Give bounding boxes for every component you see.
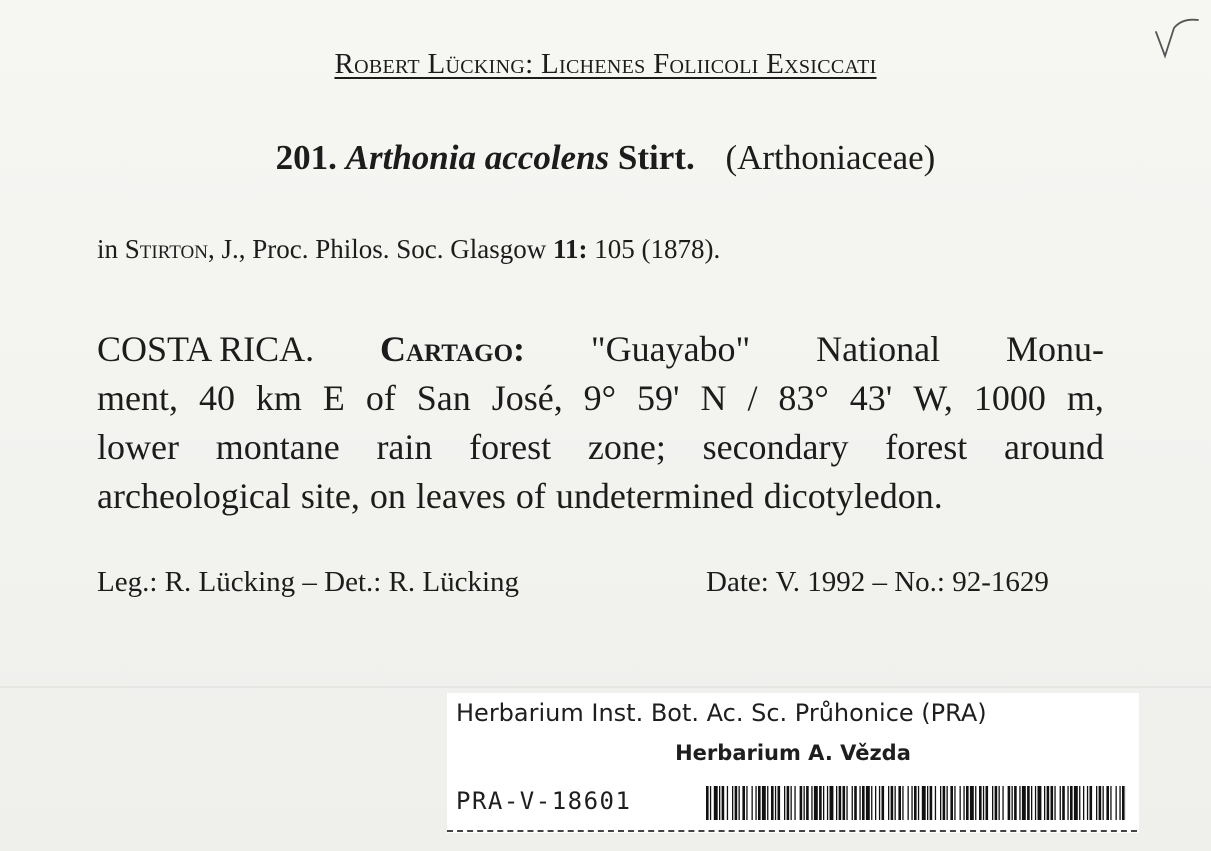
barcode-bar	[1019, 786, 1020, 820]
barcode-bar	[1087, 786, 1088, 820]
barcode-bar	[806, 786, 809, 820]
barcode-bar	[1051, 786, 1054, 820]
barcode-bar	[986, 786, 989, 820]
barcode-bar	[1110, 786, 1111, 820]
catalog-number: PRA-V-18601	[456, 787, 632, 815]
barcode-bar	[819, 786, 822, 820]
barcode-bar	[1027, 786, 1030, 820]
barcode-bar	[758, 786, 761, 820]
barcode-bar	[1119, 786, 1120, 820]
barcode-bar	[800, 786, 803, 820]
barcode-bar	[827, 786, 828, 820]
barcode-bar	[891, 786, 894, 820]
barcode-bar	[963, 786, 964, 820]
cut-line	[447, 830, 1137, 832]
collector-determiner: Leg.: R. Lücking – Det.: R. Lücking	[97, 566, 520, 598]
province: Cartago:	[380, 329, 526, 369]
barcode-bar	[911, 786, 912, 820]
barcode-bar	[784, 786, 785, 820]
barcode-bar	[1031, 786, 1032, 820]
barcode-bar	[732, 786, 733, 820]
barcode-bar	[823, 786, 824, 820]
barcode-bar	[1060, 786, 1061, 820]
barcode-bar	[954, 786, 955, 820]
barcode-bar	[859, 786, 860, 820]
barcode-bar	[762, 786, 766, 820]
locality-text	[97, 325, 1104, 521]
barcode-bar	[767, 786, 768, 820]
label-edge	[0, 686, 1211, 688]
barcode-bar	[1122, 786, 1125, 820]
barcode-bar	[1103, 786, 1104, 820]
locality-line-1: COSTA RICA. Cartago: "Guayabo" National Monu-	[97, 325, 1104, 374]
barcode-bar	[1012, 786, 1013, 820]
series-title: Robert Lücking: Lichenes Foliicoli Exsiccati	[334, 48, 877, 80]
herbarium-collection: Herbarium A. Vězda	[675, 741, 911, 765]
barcode-bar	[866, 786, 870, 820]
literature-citation: in Stirton, J., Proc. Philos. Soc. Glasgow 11: 105 (1878).	[97, 234, 721, 264]
barcode-bar	[1099, 786, 1102, 820]
barcode-bar	[811, 786, 812, 820]
barcode-bar	[1067, 786, 1068, 820]
barcode-bar	[927, 786, 928, 820]
barcode-bar	[999, 786, 1000, 820]
barcode-bar	[1062, 786, 1065, 820]
barcode-bar	[727, 786, 728, 820]
barcode-bar	[1047, 786, 1050, 820]
barcode-bar	[995, 786, 998, 820]
barcode-bar	[914, 786, 917, 820]
barcode-bar	[1079, 786, 1080, 820]
barcode-bar	[752, 786, 753, 820]
barcode-bar	[710, 786, 711, 820]
barcode-bar	[722, 786, 725, 820]
barcode-bar	[755, 786, 756, 820]
barcode-bar	[1044, 786, 1045, 820]
barcode-bar	[706, 786, 709, 820]
barcode-bar	[742, 786, 745, 820]
barcode-bar	[875, 786, 876, 820]
citation-author: Stirton	[124, 234, 208, 264]
barcode-bar	[771, 786, 774, 820]
barcode-bar	[1106, 786, 1109, 820]
barcode-bar	[992, 786, 993, 820]
barcode-bar	[950, 786, 953, 820]
barcode-bar	[791, 786, 792, 820]
barcode-bar	[746, 786, 747, 820]
barcode-bar	[879, 786, 880, 820]
barcode-bar	[787, 786, 790, 820]
country: COSTA RICA.	[97, 329, 315, 369]
barcode-bar	[735, 786, 738, 820]
date-and-number: Date: V. 1992 – No.: 92-1629	[706, 566, 1049, 598]
barcode-bar	[922, 786, 926, 820]
barcode-bar	[935, 786, 936, 820]
barcode-bar	[804, 786, 805, 820]
barcode-bar	[908, 786, 909, 820]
barcode-bar	[943, 786, 946, 820]
barcode-bar	[983, 786, 984, 820]
locality-line-4: archeological site, on leaves of undetermined dicotyledon.	[97, 476, 943, 516]
barcode-bar	[1090, 786, 1093, 820]
barcode-bar	[940, 786, 941, 820]
barcode-bar	[1002, 786, 1003, 820]
barcode-bar	[979, 786, 982, 820]
species-name: Arthonia accolens	[345, 138, 610, 177]
barcode-bar	[775, 786, 776, 820]
barcode-bar	[1038, 786, 1042, 820]
barcode-bar	[902, 786, 903, 820]
barcode-bar	[1070, 786, 1073, 820]
barcode-bar	[975, 786, 976, 820]
herbarium-stamp-label	[447, 693, 1139, 833]
barcode-bar	[839, 786, 842, 820]
barcode-bar	[966, 786, 969, 820]
barcode-bar	[898, 786, 901, 820]
herbarium-institution: Herbarium Inst. Bot. Ac. Sc. Průhonice (PRA)	[456, 699, 987, 727]
barcode-bar	[930, 786, 933, 820]
barcode-bar	[714, 786, 718, 820]
barcode-bar	[854, 786, 857, 820]
barcode-bar	[918, 786, 919, 820]
barcode-bar	[1096, 786, 1097, 820]
locality-line-3: lower montane rain forest zone; secondary forest around	[97, 427, 1104, 467]
barcode-bar	[947, 786, 948, 820]
barcode-bar	[1054, 786, 1055, 820]
barcode-bar	[846, 786, 847, 820]
barcode-bar	[1083, 786, 1084, 820]
barcode-bar	[882, 786, 885, 820]
species-heading	[0, 138, 1211, 178]
barcode-bar	[1074, 786, 1078, 820]
barcode-bar	[1022, 786, 1026, 820]
locality-line-2: ment, 40 km E of San José, 9° 59' N / 83° 43' W, 1000 m,	[97, 378, 1104, 418]
species-author: Stirt.	[617, 138, 695, 177]
barcode-bar	[888, 786, 889, 820]
barcode-bar	[970, 786, 974, 820]
barcode-bar	[778, 786, 781, 820]
barcode-bar	[852, 786, 853, 820]
barcode-bar	[1116, 786, 1117, 820]
barcode-bar	[1035, 786, 1036, 820]
barcode-bar	[871, 786, 872, 820]
barcode-bar	[895, 786, 896, 820]
barcode-bar	[830, 786, 834, 820]
barcode-bar	[719, 786, 720, 820]
barcode-bar	[814, 786, 818, 820]
barcode-bar	[1014, 786, 1017, 820]
family-name: (Arthoniaceae)	[725, 138, 936, 177]
barcode	[706, 786, 1126, 820]
exsiccata-number: 201.	[275, 138, 337, 177]
barcode-bar	[843, 786, 846, 820]
barcode-bar	[836, 786, 837, 820]
barcode-bar	[960, 786, 961, 820]
barcode-bar	[794, 786, 795, 820]
citation-volume: 11:	[552, 234, 588, 264]
barcode-bar	[862, 786, 865, 820]
barcode-bar	[739, 786, 740, 820]
barcode-bar	[1008, 786, 1011, 820]
